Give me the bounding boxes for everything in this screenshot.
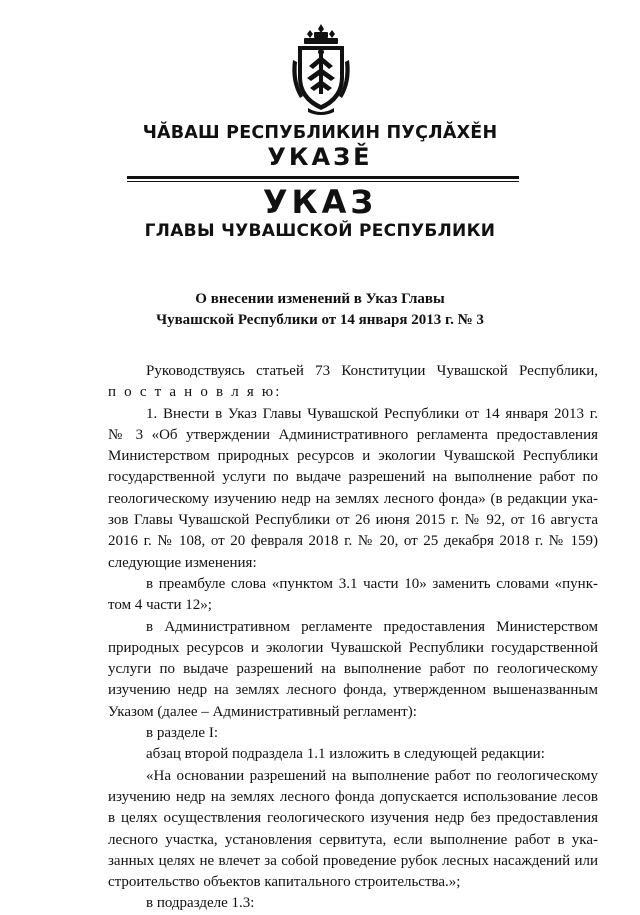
body-line: строительство объектов капитального строительства.»;	[108, 874, 461, 891]
body-line: абзац второй подраздела 1.1 изложить в следующей редакции:	[146, 746, 545, 763]
chuvash-decree-word: УКАЗĚ	[267, 143, 373, 171]
body-line: лесного участка, установления сервитута, если выполнение работ в ука-	[108, 831, 598, 848]
russian-decree-word: УКАЗ	[262, 183, 378, 221]
body-line: Указом (далее – Административный регламент):	[108, 703, 417, 720]
body-line: Руководствуясь статьей 73 Конституции Чувашской Республики,	[146, 363, 598, 379]
body-line: 1. Внести в Указ Главы Чувашской Республики от 14 января 2013 г.	[146, 405, 598, 422]
body-line: зов Главы Чувашской Республики от 26 июня 2015 г. № 92, от 16 августа	[108, 512, 598, 529]
header-divider-thin	[127, 181, 519, 182]
body-line: в целях осуществления геологического изучения недр без предоставления	[108, 810, 598, 827]
body-line: природных ресурсов и экологии Чувашской Республики государственной	[108, 639, 598, 656]
body-line: 2016 г. № 108, от 20 февраля 2018 г. № 20, от 25 декабря 2018 г. № 159)	[108, 533, 598, 550]
body-line: № 3 «Об утверждении Административного регламента предоставления	[108, 426, 598, 443]
subject-line-1: О внесении изменений в Указ Главы	[195, 291, 445, 307]
body-line: п о с т а н о в л я ю:	[108, 384, 282, 401]
chuvash-header-line: ЧĂВАШ РЕСПУБЛИКИН ПУÇЛĂХĚН	[142, 123, 498, 143]
body-line: услуги по выдаче разрешений на выполнение работ по геологическому	[108, 661, 598, 678]
body-line: в преамбуле слова «пунктом 3.1 части 10» заменить словами «пунк-	[146, 575, 598, 592]
body-line: следующие изменения:	[108, 554, 257, 571]
decree-body	[108, 361, 598, 915]
body-line: Министерством природных ресурсов и экологии Чувашской Республики	[108, 448, 598, 465]
body-line: в разделе I:	[146, 725, 218, 742]
body-line: «На основании разрешений на выполнение работ по геологическому	[146, 767, 598, 784]
body-line: в подразделе 1.3:	[146, 895, 255, 912]
body-line: геологическому изучению недр на землях лесного фонда» (в редакции ука-	[108, 490, 598, 507]
body-line: государственной услуги по выдаче разрешений на выполнение работ по	[108, 469, 598, 486]
body-line: изучению недр на землях лесного фонда допускается использование лесов	[108, 788, 598, 805]
russian-header-line: ГЛАВЫ ЧУВАШСКОЙ РЕСПУБЛИКИ	[144, 221, 496, 241]
decree-subject	[0, 289, 640, 331]
body-line: том 4 части 12»;	[108, 597, 212, 614]
emblem-of-chuvashia-icon	[290, 20, 352, 118]
body-line: изучению недр на землях лесного фонда, утвержденном вышеназванным	[108, 682, 598, 699]
body-line: занных целях не влечет за собой проведение рубок лесных насаждений или	[108, 852, 598, 869]
header-divider-thick	[127, 176, 519, 179]
body-line: в Административном регламенте предоставления Министерством	[146, 618, 598, 635]
subject-line-2: Чувашской Республики от 14 января 2013 г. № 3	[156, 312, 484, 328]
